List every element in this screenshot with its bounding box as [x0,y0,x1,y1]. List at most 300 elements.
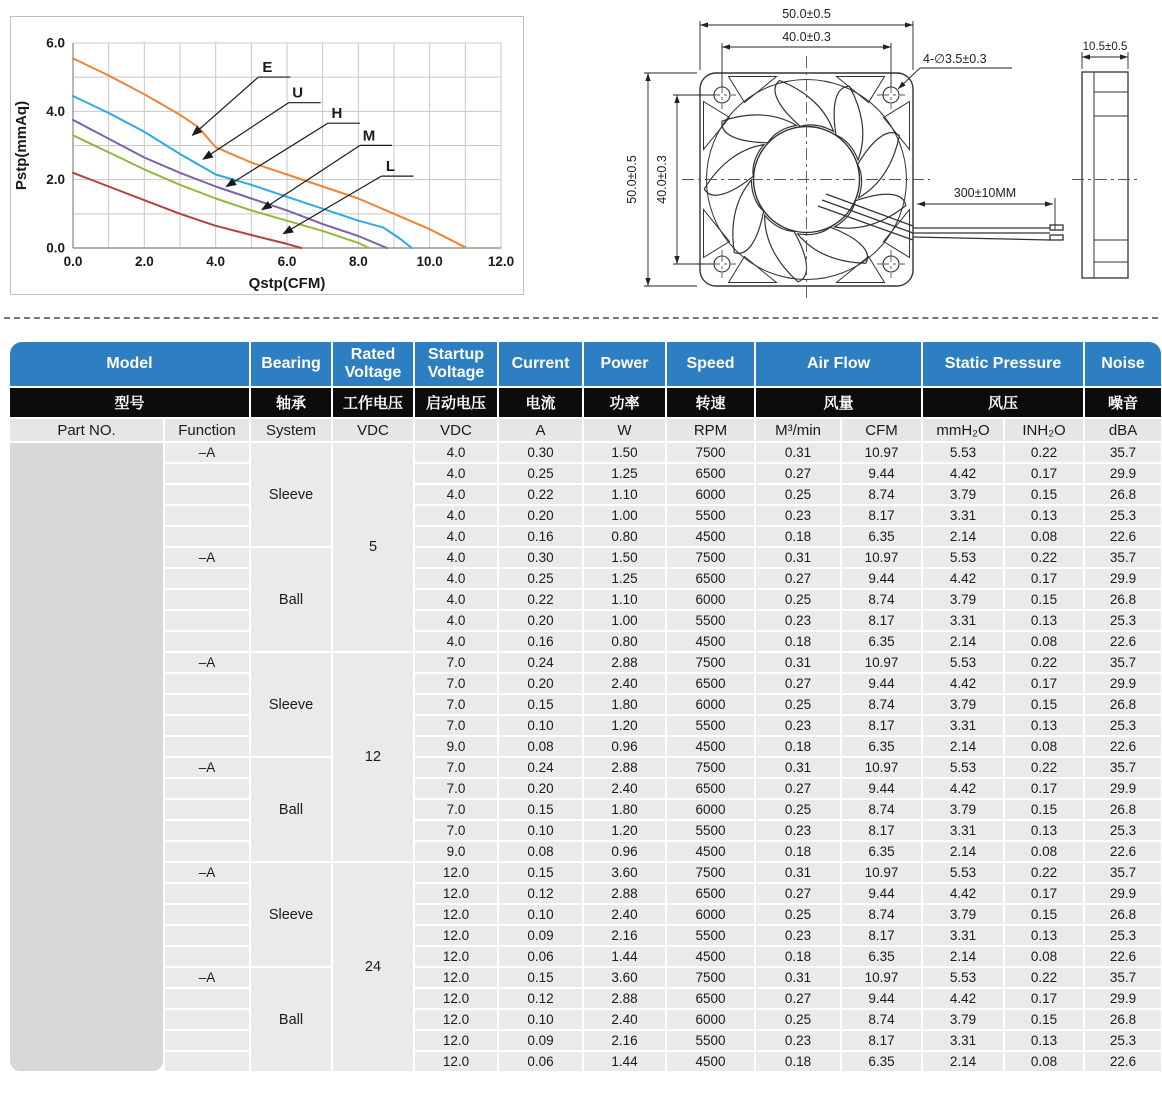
value-cell: 0.30 [499,443,582,462]
column-header-cn: 风量 [756,388,921,417]
value-cell: 25.3 [1085,506,1161,525]
column-header-cn: 风压 [923,388,1083,417]
value-cell: 3.31 [923,716,1003,735]
value-cell: 22.6 [1085,1052,1161,1071]
system-cell: Ball [251,758,331,861]
value-cell: 8.17 [842,611,921,630]
function-cell [165,464,249,483]
value-cell: 0.15 [1005,485,1083,504]
table-row [10,1010,1161,1029]
table-row [10,590,1161,609]
value-cell: 0.17 [1005,989,1083,1008]
table-row [10,464,1161,483]
system-cell: Ball [251,548,331,651]
value-cell: 0.18 [756,947,840,966]
value-cell: 4.0 [415,548,497,567]
value-cell: 2.14 [923,527,1003,546]
value-cell: 6.35 [842,527,921,546]
value-cell: 7.0 [415,779,497,798]
value-cell: 0.20 [499,674,582,693]
value-cell: 22.6 [1085,737,1161,756]
value-cell: 9.0 [415,737,497,756]
svg-text:Qstp(CFM): Qstp(CFM) [248,275,326,292]
value-cell: 5500 [667,716,754,735]
column-header: Noise [1085,342,1161,386]
value-cell: 7.0 [415,653,497,672]
value-cell: 0.08 [1005,947,1083,966]
column-unit: mmH₂O [923,419,1003,441]
column-unit: W [584,419,665,441]
value-cell: 26.8 [1085,800,1161,819]
value-cell: 6.35 [842,842,921,861]
column-header: Power [584,342,665,386]
function-cell [165,842,249,861]
system-cell: Sleeve [251,443,331,546]
value-cell: 0.15 [499,800,582,819]
function-cell: –A [165,968,249,987]
function-cell [165,632,249,651]
svg-text:6.0: 6.0 [277,254,297,269]
column-header-cn: 转速 [667,388,754,417]
value-cell: 0.13 [1005,506,1083,525]
function-cell: –A [165,443,249,462]
value-cell: 10.97 [842,548,921,567]
svg-text:8.0: 8.0 [348,254,368,269]
value-cell: 4500 [667,947,754,966]
header-row-chinese [10,388,1161,417]
spec-table [8,340,1162,1073]
svg-text:0.0: 0.0 [63,254,83,269]
fan-side-view [1072,52,1138,278]
value-cell: 6000 [667,485,754,504]
column-unit: VDC [415,419,497,441]
value-cell: 0.12 [499,989,582,1008]
value-cell: 8.74 [842,590,921,609]
function-cell [165,779,249,798]
value-cell: 1.25 [584,464,665,483]
table-row [10,968,1161,987]
value-cell: 29.9 [1085,884,1161,903]
value-cell: 0.15 [499,968,582,987]
value-cell: 29.9 [1085,464,1161,483]
value-cell: 6000 [667,905,754,924]
value-cell: 0.25 [499,569,582,588]
value-cell: 6500 [667,884,754,903]
column-header: Speed [667,342,754,386]
rated-voltage-cell: 5 [333,443,413,651]
value-cell: 29.9 [1085,674,1161,693]
value-cell: 0.06 [499,947,582,966]
value-cell: 3.79 [923,695,1003,714]
function-cell: –A [165,653,249,672]
value-cell: 9.44 [842,989,921,1008]
value-cell: 9.44 [842,779,921,798]
value-cell: 0.22 [1005,758,1083,777]
value-cell: 2.14 [923,842,1003,861]
value-cell: 0.10 [499,821,582,840]
value-cell: 3.31 [923,611,1003,630]
value-cell: 0.13 [1005,1031,1083,1050]
value-cell: 8.74 [842,905,921,924]
function-cell [165,800,249,819]
column-header: Rated Voltage [333,342,413,386]
table-row [10,989,1161,1008]
value-cell: 3.79 [923,485,1003,504]
function-cell [165,1052,249,1071]
value-cell: 8.17 [842,506,921,525]
value-cell: 7500 [667,758,754,777]
value-cell: 0.15 [1005,905,1083,924]
svg-text:M: M [362,127,376,145]
svg-text:L: L [385,158,396,176]
value-cell: 3.60 [584,863,665,882]
value-cell: 26.8 [1085,905,1161,924]
value-cell: 1.25 [584,569,665,588]
value-cell: 4.42 [923,989,1003,1008]
table-row [10,842,1161,861]
value-cell: 4.42 [923,464,1003,483]
value-cell: 1.80 [584,695,665,714]
value-cell: 5.53 [923,968,1003,987]
value-cell: 35.7 [1085,653,1161,672]
value-cell: 7500 [667,548,754,567]
column-unit: M³/min [756,419,840,441]
value-cell: 0.17 [1005,779,1083,798]
value-cell: 0.23 [756,506,840,525]
value-cell: 5500 [667,1031,754,1050]
function-cell [165,611,249,630]
value-cell: 5.53 [923,653,1003,672]
table-row [10,779,1161,798]
value-cell: 2.14 [923,947,1003,966]
system-cell: Sleeve [251,863,331,966]
dim-wire-length: 300±10MM [953,186,1017,200]
column-header: Static Pressure [923,342,1083,386]
value-cell: 4.42 [923,569,1003,588]
value-cell: 10.97 [842,653,921,672]
value-cell: 12.0 [415,1052,497,1071]
value-cell: 12.0 [415,947,497,966]
dim-width-inner: 40.0±0.3 [782,30,831,44]
value-cell: 2.88 [584,989,665,1008]
function-cell [165,989,249,1008]
value-cell: 4.0 [415,632,497,651]
value-cell: 0.06 [499,1052,582,1071]
value-cell: 6.35 [842,737,921,756]
svg-text:4.0: 4.0 [46,103,65,119]
value-cell: 7.0 [415,716,497,735]
function-cell [165,485,249,504]
value-cell: 26.8 [1085,695,1161,714]
svg-text:4.0: 4.0 [206,254,226,269]
value-cell: 4.0 [415,590,497,609]
value-cell: 2.14 [923,632,1003,651]
value-cell: 0.08 [1005,527,1083,546]
value-cell: 8.74 [842,1010,921,1029]
value-cell: 7500 [667,443,754,462]
value-cell: 0.25 [499,464,582,483]
svg-text:12.0: 12.0 [487,254,515,269]
value-cell: 25.3 [1085,926,1161,945]
svg-text:10.0: 10.0 [416,254,443,269]
table-row [10,548,1161,567]
value-cell: 10.97 [842,863,921,882]
value-cell: 0.31 [756,968,840,987]
value-cell: 0.30 [499,548,582,567]
function-cell [165,569,249,588]
function-cell [165,737,249,756]
table-row [10,905,1161,924]
dim-width-outer: 50.0±0.5 [782,7,831,21]
value-cell: 0.27 [756,674,840,693]
value-cell: 0.31 [756,653,840,672]
value-cell: 9.44 [842,464,921,483]
value-cell: 3.60 [584,968,665,987]
value-cell: 4.42 [923,779,1003,798]
value-cell: 0.96 [584,737,665,756]
value-cell: 0.31 [756,863,840,882]
value-cell: 9.0 [415,842,497,861]
value-cell: 25.3 [1085,1031,1161,1050]
header-row-units [10,419,1161,441]
value-cell: 0.20 [499,779,582,798]
table-row [10,443,1161,462]
value-cell: 0.25 [756,1010,840,1029]
function-cell: –A [165,758,249,777]
value-cell: 0.25 [756,695,840,714]
value-cell: 4.0 [415,569,497,588]
value-cell: 2.14 [923,737,1003,756]
column-unit: VDC [333,419,413,441]
value-cell: 0.25 [756,905,840,924]
value-cell: 8.17 [842,821,921,840]
value-cell: 0.80 [584,527,665,546]
value-cell: 0.27 [756,464,840,483]
value-cell: 4.0 [415,611,497,630]
value-cell: 0.10 [499,716,582,735]
value-cell: 5500 [667,821,754,840]
value-cell: 2.88 [584,653,665,672]
value-cell: 0.18 [756,842,840,861]
value-cell: 0.22 [1005,548,1083,567]
value-cell: 8.74 [842,695,921,714]
value-cell: 0.08 [1005,737,1083,756]
value-cell: 4500 [667,842,754,861]
value-cell: 0.23 [756,716,840,735]
spec-table-head [10,342,1161,441]
value-cell: 12.0 [415,968,497,987]
svg-text:0.0: 0.0 [46,240,65,256]
value-cell: 0.12 [499,884,582,903]
table-row [10,674,1161,693]
value-cell: 6500 [667,569,754,588]
column-header-cn: 电流 [499,388,582,417]
value-cell: 0.22 [1005,443,1083,462]
value-cell: 8.74 [842,485,921,504]
value-cell: 5500 [667,506,754,525]
value-cell: 7500 [667,653,754,672]
value-cell: 25.3 [1085,716,1161,735]
value-cell: 6500 [667,779,754,798]
column-unit: CFM [842,419,921,441]
table-row [10,947,1161,966]
dim-height-inner: 40.0±0.3 [655,155,669,204]
value-cell: 0.13 [1005,821,1083,840]
function-cell [165,1010,249,1029]
value-cell: 1.80 [584,800,665,819]
value-cell: 0.27 [756,884,840,903]
value-cell: 0.25 [756,590,840,609]
value-cell: 5500 [667,926,754,945]
column-unit: A [499,419,582,441]
function-cell [165,527,249,546]
table-row [10,527,1161,546]
value-cell: 22.6 [1085,632,1161,651]
value-cell: 0.08 [1005,632,1083,651]
function-cell [165,905,249,924]
value-cell: 25.3 [1085,611,1161,630]
value-cell: 0.23 [756,821,840,840]
value-cell: 0.10 [499,1010,582,1029]
value-cell: 7500 [667,863,754,882]
value-cell: 0.23 [756,611,840,630]
svg-text:U: U [292,84,304,102]
value-cell: 0.17 [1005,569,1083,588]
value-cell: 2.40 [584,779,665,798]
function-cell [165,1031,249,1050]
column-unit: System [251,419,331,441]
pq-chart-canvas [11,17,523,294]
table-row [10,632,1161,651]
table-row [10,821,1161,840]
value-cell: 29.9 [1085,989,1161,1008]
value-cell: 0.20 [499,506,582,525]
value-cell: 4.0 [415,443,497,462]
value-cell: 9.44 [842,884,921,903]
value-cell: 6.35 [842,1052,921,1071]
value-cell: 0.17 [1005,884,1083,903]
value-cell: 0.13 [1005,926,1083,945]
value-cell: 6000 [667,590,754,609]
value-cell: 8.74 [842,800,921,819]
pq-chart [10,16,524,295]
value-cell: 10.97 [842,968,921,987]
value-cell: 8.17 [842,1031,921,1050]
column-unit: Part NO. [10,419,163,441]
value-cell: 0.24 [499,653,582,672]
value-cell: 4.0 [415,506,497,525]
function-cell [165,506,249,525]
value-cell: 1.44 [584,947,665,966]
value-cell: 35.7 [1085,758,1161,777]
value-cell: 0.16 [499,527,582,546]
value-cell: 6.35 [842,632,921,651]
value-cell: 3.79 [923,590,1003,609]
function-cell: –A [165,863,249,882]
column-header-cn: 功率 [584,388,665,417]
table-row [10,569,1161,588]
value-cell: 4500 [667,632,754,651]
value-cell: 7.0 [415,821,497,840]
value-cell: 3.79 [923,800,1003,819]
value-cell: 6.35 [842,947,921,966]
system-cell: Sleeve [251,653,331,756]
value-cell: 1.50 [584,443,665,462]
value-cell: 0.27 [756,569,840,588]
value-cell: 12.0 [415,989,497,1008]
value-cell: 6000 [667,695,754,714]
value-cell: 0.15 [499,863,582,882]
dim-thickness: 10.5±0.5 [1082,41,1128,53]
value-cell: 2.14 [923,1052,1003,1071]
value-cell: 0.18 [756,632,840,651]
value-cell: 29.9 [1085,779,1161,798]
value-cell: 5.53 [923,443,1003,462]
value-cell: 2.40 [584,905,665,924]
value-cell: 2.88 [584,884,665,903]
table-row [10,506,1161,525]
value-cell: 0.15 [499,695,582,714]
value-cell: 6500 [667,989,754,1008]
value-cell: 10.97 [842,758,921,777]
value-cell: 9.44 [842,674,921,693]
value-cell: 0.31 [756,758,840,777]
value-cell: 12.0 [415,884,497,903]
value-cell: 0.27 [756,989,840,1008]
value-cell: 0.15 [1005,695,1083,714]
column-header: Bearing [251,342,331,386]
table-row [10,695,1161,714]
function-cell [165,821,249,840]
value-cell: 26.8 [1085,590,1161,609]
table-row [10,737,1161,756]
value-cell: 12.0 [415,863,497,882]
value-cell: 2.16 [584,926,665,945]
function-cell [165,590,249,609]
table-row [10,884,1161,903]
value-cell: 0.15 [1005,590,1083,609]
value-cell: 0.22 [499,485,582,504]
value-cell: 1.20 [584,821,665,840]
value-cell: 6000 [667,1010,754,1029]
value-cell: 1.50 [584,548,665,567]
value-cell: 0.13 [1005,716,1083,735]
value-cell: 5.53 [923,758,1003,777]
value-cell: 0.22 [499,590,582,609]
value-cell: 1.10 [584,590,665,609]
column-header-cn: 型号 [10,388,249,417]
table-row [10,611,1161,630]
value-cell: 12.0 [415,1010,497,1029]
value-cell: 0.22 [1005,968,1083,987]
fan-drawing-canvas [620,0,1162,312]
column-header-cn: 工作电压 [333,388,413,417]
value-cell: 4.0 [415,527,497,546]
value-cell: 0.22 [1005,863,1083,882]
value-cell: 0.08 [499,737,582,756]
value-cell: 0.20 [499,611,582,630]
column-unit: dBA [1085,419,1161,441]
table-row [10,1052,1161,1071]
value-cell: 29.9 [1085,569,1161,588]
value-cell: 3.79 [923,905,1003,924]
value-cell: 4.0 [415,464,497,483]
value-cell: 12.0 [415,1031,497,1050]
value-cell: 3.79 [923,1010,1003,1029]
spec-table-body [10,443,1161,1071]
table-row [10,653,1161,672]
header-row-english [10,342,1161,386]
